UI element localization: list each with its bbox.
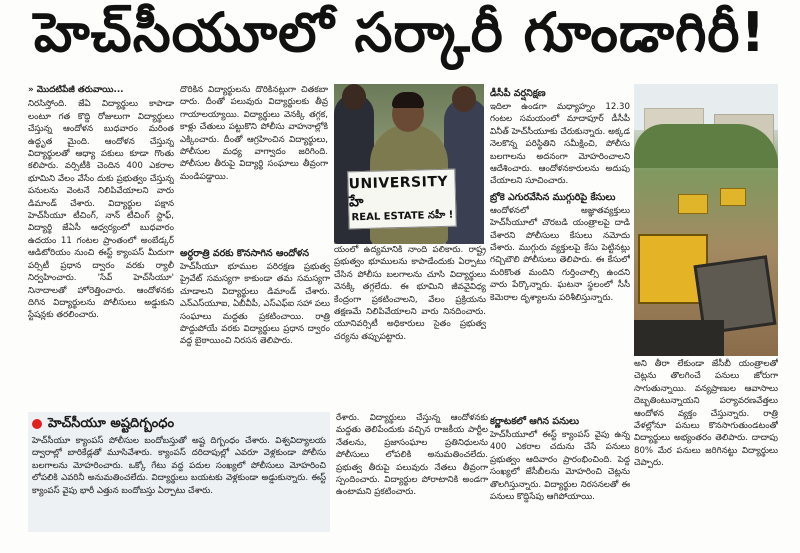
protester-hair xyxy=(392,92,424,108)
bullet-dot-icon xyxy=(32,419,42,429)
placard-line-1: UNIVERSITY హే xyxy=(348,173,449,211)
article-column-2 xyxy=(180,84,328,244)
excavator-small xyxy=(678,194,708,214)
bystander-head-right xyxy=(452,86,476,112)
protest-placard xyxy=(347,169,456,230)
article-body-4a: ఇదిలా ఉండగా మధ్యాహ్నం 12.30 గంటల సమయంలో మాదాపూర్ డీసీపీ వినీత్ హెచ్‌సీయూకు చేరుకున్నారు. అక్కడ నెలకొన్న పరిస్థితిని సమీక్షించి, పోలీసు బలగాలను అదనంగా మోహరించాలని ఆదేశించారు. ఆందోళనకారులను అదుపు చేయాలని సూచించారు. xyxy=(490,102,630,187)
subhead-cases: బ్రోకె ఎగురవేసిన ముగ్గురిపై కేసులు xyxy=(490,191,616,203)
continuation-note: » మొదటిపేజీ తరువాయి... xyxy=(28,85,124,95)
article-column-3 xyxy=(334,244,486,384)
subhead-dcp: డీసీపీ వర్షనిక్షణ xyxy=(490,88,546,99)
boxed-story-title: హెచ్‌సీయూ అష్టదిగ్బంధం xyxy=(48,416,175,431)
excavator-tracks xyxy=(634,320,724,356)
boxed-story-body: హెచ్‌సీయూ క్యాంపస్ పోలీసుల బందోబస్తుతో అష్ట దిగ్బంధం చేశారు. విశ్వవిద్యాలయ ద్వారాల్లో బారికేడ్లతో మూసివేశారు. క్యాంపస్ దరిదాపుల్లో ఎవరూ వెళ్లకుండా పోలీసు బలగాలను మోహరించారు. ఒక్కో గేటు వద్ద పదుల సంఖ్యలో పోలీసులు మోహరించి లోపలికి ఎవరినీ అనుమతించలేదు. విద్యార్థులు బయటకు వెళ్లకుండా అడ్డుకున్నారు. ఈస్ట్ క్యాంపస్ వైపు భారీ ఎత్తున బందోబస్తు ఏర్పాటు చేశారు. xyxy=(32,436,326,496)
article-body-6: రేశారు. విద్యార్థులు చేస్తున్న ఆందోళనకు మద్దతు తెలిపేందుకు వచ్చిన రాజకీయ పార్టీల నేతలను, ప్రజాసంఘాల ప్రతినిధులను పోలీసులు లోపలికి అనుమతించలేదు. ప్రభుత్వ తీరుపై పలువురు నేతలు తీవ్రంగా స్పందించారు. విద్యార్థుల పోరాటానికి అండగా ఉంటామని ప్రకటించారు. xyxy=(336,413,488,498)
bulldozer-photo xyxy=(634,84,778,356)
headline: హెచ్‌సీయూలో సర్కారీ గూండాగిరీ! xyxy=(33,0,767,64)
article-column-6 xyxy=(336,412,488,536)
protest-photo xyxy=(334,84,484,244)
article-column-7 xyxy=(490,412,630,548)
article-body-2: దొరికిన విద్యార్థులను దొరికినట్లుగా చితకబా దారు. దీంతో పలువురు విద్యార్థులకు తీవ్ర గాయాలయ్యాయి. విద్యార్థులు వెనక్కి తగ్గక, కాళ్లు చేతులు పట్టుకొని పోలీసు వాహనాల్లోకి ఎక్కించారు. దీంతో ఆగ్రహించిన విద్యార్థులు, పోలీసుల మధ్య వాగ్వాదం జరిగింది. పోలీసుల తీరుపై విద్యార్థి సంఘాలు తీవ్రంగా మండిపడ్డాయి. xyxy=(180,85,328,182)
article-body-4b: ఆందోళనలో అజ్ఞాతవ్యక్తులు హెచ్‌సీయూలో చొరబడి యంత్రాలపై దాడి చేశారని పోలీసులు కేసులు నమోదు చేశారు. ముగ్గురు వ్యక్తులపై కేసు పెట్టినట్లు గచ్చిబౌలి పోలీసులు తెలిపారు. ఈ కేసులో మరికొంత మందిని గుర్తించాల్సి ఉందని వారు పేర్కొన్నారు. ఘటనా స్థలంలో సీసీ కెమెరాల దృశ్యాలను పరిశీలిస్తున్నారు. xyxy=(490,205,630,303)
article-body-1: నిరసిస్తోంది. జేఏ విద్యార్థులు కాపాడా లంటూ గత కొద్ది రోజులుగా విద్యార్థులు చేస్తున్న ఆందోళన బుధవారం మరింత ఉద్ధృత మైంది. ఆందోళన చేస్తున్న విద్యార్థులతో ఆధ్యా పకులు కూడా గొంతు కలిపారు. వర్సిటీకి చెందిన 400 ఎకరాల భూమిని వేలం వేసేం దుకు ప్రభుత్వం చేస్తున్న పనులను వెంటనే నిలిపివేయాలని వారు డిమాండ్ చేశారు. విద్యార్థుల పక్షాన హెచ్‌సీయూ టీచింగ్, నాన్ టీచింగ్ స్టాఫ్, విద్యార్థి జేఏసీ ఆధ్వర్యంలో బుధవారం ఉదయం 11 గంటల ప్రాంతంలో అంబేడ్కర్ ఆడిటోరియం నుంచి ఈస్ట్ క్యాంపస్ మీదుగా పర్సిటీ ప్రధాన ద్వారం వరకు ర్యాలీ నిర్వహించారు. 'సేవ్ హెచ్‌సీయూ' నినాదాలతో హోరెత్తించారు. ఆందోళనకు దిగిన విద్యార్థులను పోలీసులు అడ్డుకుని స్టేషన్లకు తరలించారు. xyxy=(28,99,174,321)
article-body-2b: హెచ్‌సీయూ భూముల పరిరక్షణ ప్రభుత్వ ప్రైవేట్ సమస్యగా కాకుండా తమ సమస్యగా చూడాలని విద్యార్థులు డిమాండ్ చేశారు. ఎన్‌ఎస్‌యూఐ, ఏబీవీపీ, ఎస్‌ఎఫ్‌ఐ సహా పలు సంఘాలు మద్దతు ప్రకటించాయి. రాత్రి పొద్దుపోయే వరకు విద్యార్థులు ప్రధాన ద్వారం వద్ద బైఠాయించి నిరసన తెలిపారు. xyxy=(180,262,330,347)
excavator-far xyxy=(720,188,746,206)
subhead-works-halted: కర్ణాటకలో ఆగిన పనులు xyxy=(490,416,580,427)
article-body-7: హెచ్‌సీయూలో ఈస్ట్ క్యాంపస్ వైపు ఉన్న 400 ఎకరాల చదును చేసే పనులు ప్రభుత్వం ఆదివారం ప్రారంభించింది. పెద్ద సంఖ్యలో జేసీబీలను మోహరించి చెట్లను తొలగిస్తున్నారు. విద్యార్థుల నిరసనలతో ఈ పనులు కొద్దిసేపు ఆగిపోయాయి. xyxy=(490,430,630,503)
placard-line-2: REAL ESTATE నహీ ! xyxy=(351,209,454,224)
boxed-story xyxy=(28,412,330,532)
boxed-story-title-row xyxy=(32,415,326,433)
article-column-5 xyxy=(634,358,778,548)
article-body-5: అని తీరా లేకుండా జేసీబీ యంత్రాలతో చెట్లను తొలగించే పనులు జోరుగా సాగుతున్నాయి. వన్యప్రాణుల ఆవాసాలు దెబ్బతింటున్నాయని పర్యావరణవేత్తలు ఆందోళన వ్యక్తం చేస్తున్నారు. రాత్రి వేళల్లోనూ పనులు కొనసాగుతుండటంతో విద్యార్థులు అభ్యంతరం తెలిపారు. దాదాపు 80% మేర పనులు జరిగినట్టు విద్యార్థులు చెప్పారు. xyxy=(634,359,778,469)
tree-line xyxy=(634,124,778,168)
bystander-head xyxy=(342,84,366,110)
article-column-2b xyxy=(180,244,330,384)
article-body-3: యంలో ఉద్యమానికి నాంది పలికారు. రాష్ట్ర ప్రభుత్వం భూములను కాపాడేందుకు ఏర్పాటు చేసిన పోలీసు బలగాలను చూసి విద్యార్థులు వెనక్కి తగ్గలేదు. ఈ భూమిని జీవవైవిధ్య కేంద్రంగా ప్రకటించాలని, వేలం ప్రక్రియను తక్షణమే నిలిపివేయాలని వారు నినదించారు. యూనివర్సిటీ అధికారులు సైతం ప్రభుత్వ చర్యను తప్పుపట్టారు. xyxy=(334,245,486,342)
article-column-1 xyxy=(28,84,174,384)
subhead-midnight-protest: అర్ధరాత్రి వరకు కొనసాగిన ఆందోళన xyxy=(180,248,309,259)
